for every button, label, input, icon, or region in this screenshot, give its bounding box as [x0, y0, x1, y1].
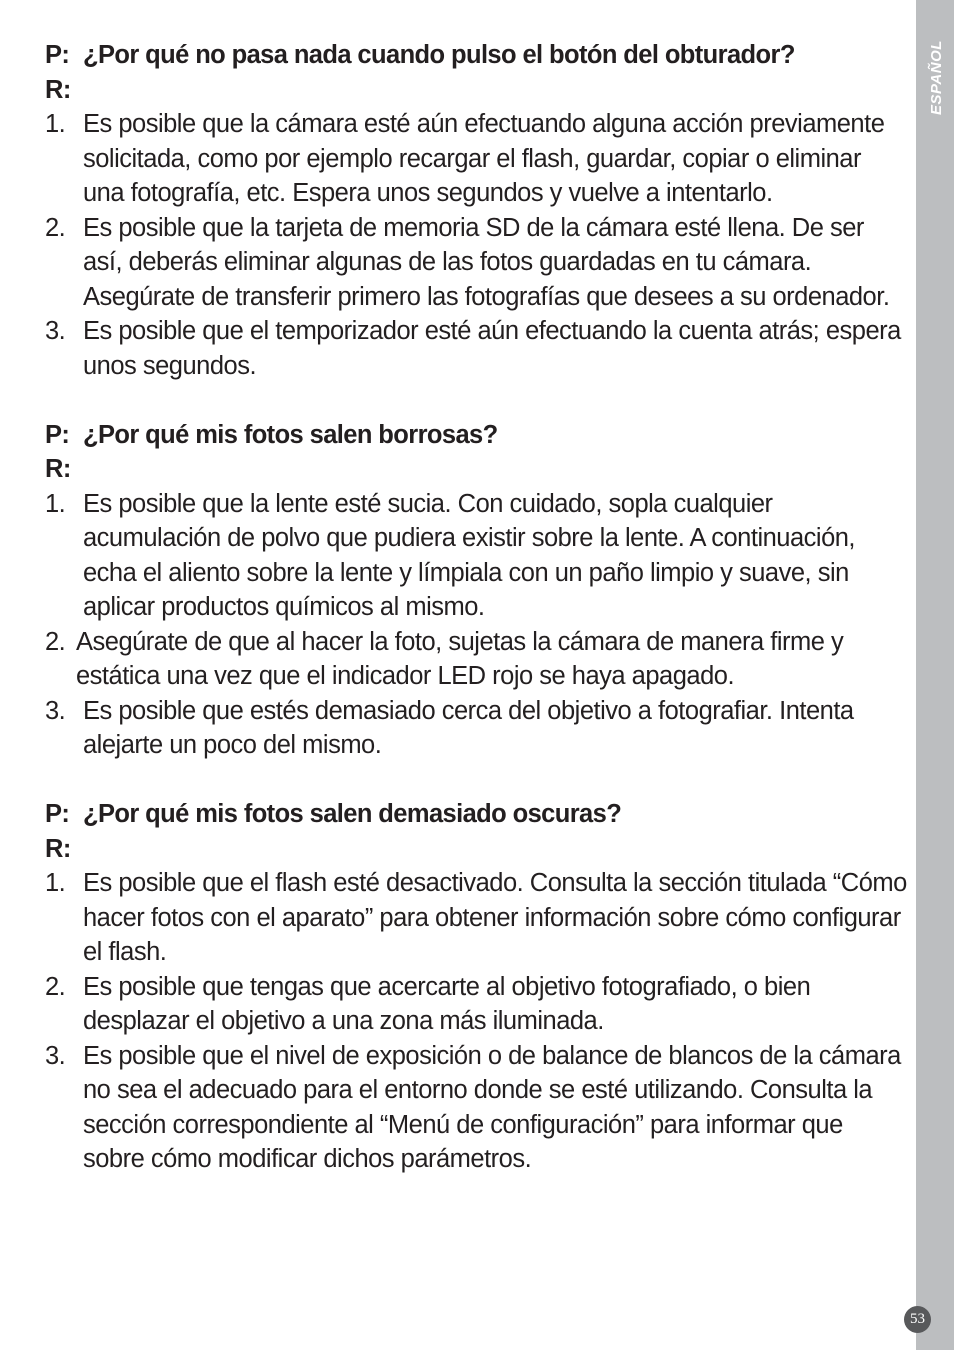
- item-number: 1.: [45, 869, 66, 897]
- item-text: Asegúrate de que al hacer la foto, sujetas la cámara de manera firme y estática una vez que el indicador LED rojo se haya apagado.: [76, 627, 844, 690]
- item-text: Es posible que el nivel de exposición o de balance de blancos de la cámara no sea el adecuado para el entorno donde se esté utilizando. Consulta la sección correspondiente al “Menú de configuración” para informar que sobre cómo modificar dichos parámetros.: [83, 1041, 901, 1173]
- question-row: [45, 418, 907, 453]
- item-text: Es posible que la lente esté sucia. Con cuidado, sopla cualquier acumulación de polvo que pudiera existir sobre la lente. A continuación, echa el aliento sobre la lente y límpiala con un paño limpio y suave, sin aplicar productos químicos al mismo.: [83, 489, 856, 621]
- answer-item: [45, 211, 907, 315]
- answer-label: R:: [45, 834, 71, 863]
- question-row: [45, 38, 907, 73]
- item-number: 3.: [45, 696, 66, 725]
- answer-item: [45, 487, 907, 625]
- language-sidebar: [916, 0, 954, 1350]
- page-number: 53: [904, 1306, 931, 1333]
- question-label: P:: [45, 420, 70, 449]
- question-text: ¿Por qué no pasa nada cuando pulso el botón del obturador?: [83, 41, 795, 69]
- faq-section-dark: [45, 797, 907, 1177]
- answer-item: [45, 107, 907, 211]
- answer-row: [45, 832, 907, 867]
- question-label: P:: [45, 41, 70, 69]
- answer-label: R:: [45, 455, 71, 483]
- item-number: 3.: [45, 317, 66, 345]
- item-number: 1.: [45, 110, 66, 138]
- item-text: Es posible que la tarjeta de memoria SD de la cámara esté llena. De ser así, deberás eliminar algunas de las fotos guardadas en tu cámara. Asegúrate de transferir primero las fotografías que desees a su ordenador.: [83, 213, 890, 311]
- item-text: Es posible que estés demasiado cerca del objetivo a fotografiar. Intenta alejarte un poco del mismo.: [83, 696, 854, 759]
- answer-item: [45, 625, 907, 694]
- item-number: 2.: [45, 972, 66, 1001]
- item-number: 2.: [45, 213, 66, 242]
- answer-item: [45, 314, 907, 383]
- answer-row: [45, 452, 907, 487]
- answer-item: [45, 970, 907, 1039]
- answer-row: [45, 73, 907, 108]
- answer-item: [45, 1039, 907, 1177]
- faq-content: [45, 38, 907, 1211]
- question-label: P:: [45, 800, 70, 828]
- item-number: 3.: [45, 1041, 66, 1070]
- language-label: ESPAÑOL: [928, 40, 945, 115]
- item-text: Es posible que la cámara esté aún efectuando alguna acción previamente solicitada, como por ejemplo recargar el flash, guardar, copiar o eliminar una fotografía, etc. Espera unos segundos y vuelve a intentarlo.: [83, 110, 885, 207]
- question-row: [45, 797, 907, 832]
- item-text: Es posible que el flash esté desactivado. Consulta la sección titulada “Cómo hacer fotos con el aparato” para obtener información sobre cómo configurar el flash.: [83, 869, 907, 966]
- faq-section-shutter: [45, 38, 907, 383]
- question-text: ¿Por qué mis fotos salen borrosas?: [83, 420, 498, 449]
- item-text: Es posible que el temporizador esté aún efectuando la cuenta atrás; espera unos segundos.: [83, 317, 901, 380]
- faq-section-blurry: [45, 418, 907, 763]
- question-text: ¿Por qué mis fotos salen demasiado oscuras?: [83, 800, 622, 828]
- item-number: 1.: [45, 489, 66, 518]
- item-text: Es posible que tengas que acercarte al objetivo fotografiado, o bien desplazar el objetivo a una zona más iluminada.: [83, 972, 811, 1035]
- answer-label: R:: [45, 75, 71, 104]
- answer-item: [45, 694, 907, 763]
- answer-item: [45, 866, 907, 970]
- item-number: 2.: [45, 627, 66, 656]
